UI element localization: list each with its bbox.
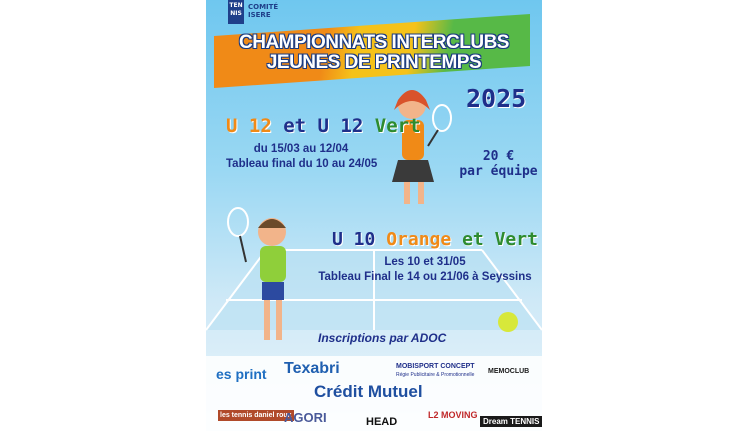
u12-heading bbox=[226, 115, 421, 137]
sponsor-esprint-logo: es print bbox=[216, 366, 267, 382]
u12-label-a: U 12 bbox=[226, 115, 272, 137]
u10-final: Tableau Final le 14 ou 21/06 à Seyssins bbox=[318, 271, 532, 283]
u10-heading bbox=[332, 229, 538, 250]
girl-player-illustration bbox=[392, 90, 451, 204]
inscriptions-label: Inscriptions par ADOC bbox=[318, 331, 447, 345]
sponsor-daniel-roux-logo: les tennis daniel roux bbox=[220, 412, 292, 419]
sponsor-texabri-logo: Texabri bbox=[284, 360, 340, 377]
sponsor-mobisport-logo: MOBISPORT CONCEPT bbox=[396, 363, 475, 370]
u12-info bbox=[226, 142, 376, 172]
u12-label-b: et U 12 bbox=[283, 115, 364, 137]
region-text: ISERE bbox=[248, 11, 271, 19]
u10-dates: Les 10 et 31/05 bbox=[384, 256, 466, 268]
comite-text: COMITÉ bbox=[248, 3, 279, 11]
sponsor-head-logo: HEAD bbox=[366, 416, 398, 428]
price-amount: 20 € bbox=[482, 149, 515, 164]
sponsor-mobisport-tagline: Régie Publicitaire & Promotionnelle bbox=[396, 372, 475, 378]
u10-label-a: U 10 bbox=[332, 229, 376, 250]
u12-final: Tableau final du 10 au 24/05 bbox=[226, 158, 378, 170]
year-label: 2025 bbox=[466, 84, 527, 113]
title-line-1: CHAMPIONNATS INTERCLUBS bbox=[239, 32, 509, 53]
u10-label-b: Orange bbox=[386, 229, 452, 250]
sponsor-agori-logo: AGORI bbox=[284, 410, 327, 425]
u12-dates: du 15/03 au 12/04 bbox=[253, 143, 349, 155]
u10-info bbox=[310, 255, 540, 285]
sponsors-strip bbox=[206, 356, 542, 431]
u10-label-c: et Vert bbox=[462, 229, 538, 250]
sponsor-credit-mutuel-logo: Crédit Mutuel bbox=[314, 382, 423, 401]
sponsor-l2-moving-logo: L2 MOVING bbox=[428, 410, 478, 420]
sponsor-dream-tennis-logo: Dream TENNIS bbox=[480, 416, 542, 427]
title-line-2: JEUNES DE PRINTEMPS bbox=[266, 52, 482, 73]
price-label bbox=[451, 149, 542, 179]
fft-logo: TEN NIS bbox=[228, 0, 244, 24]
sponsor-memoclub-logo: MEMOCLUB bbox=[488, 368, 530, 375]
price-unit: par équipe bbox=[459, 164, 538, 179]
u12-label-c: Vert bbox=[374, 115, 421, 137]
comite-label bbox=[248, 3, 278, 19]
tennis-ball-icon bbox=[498, 312, 518, 332]
poster bbox=[206, 0, 542, 431]
